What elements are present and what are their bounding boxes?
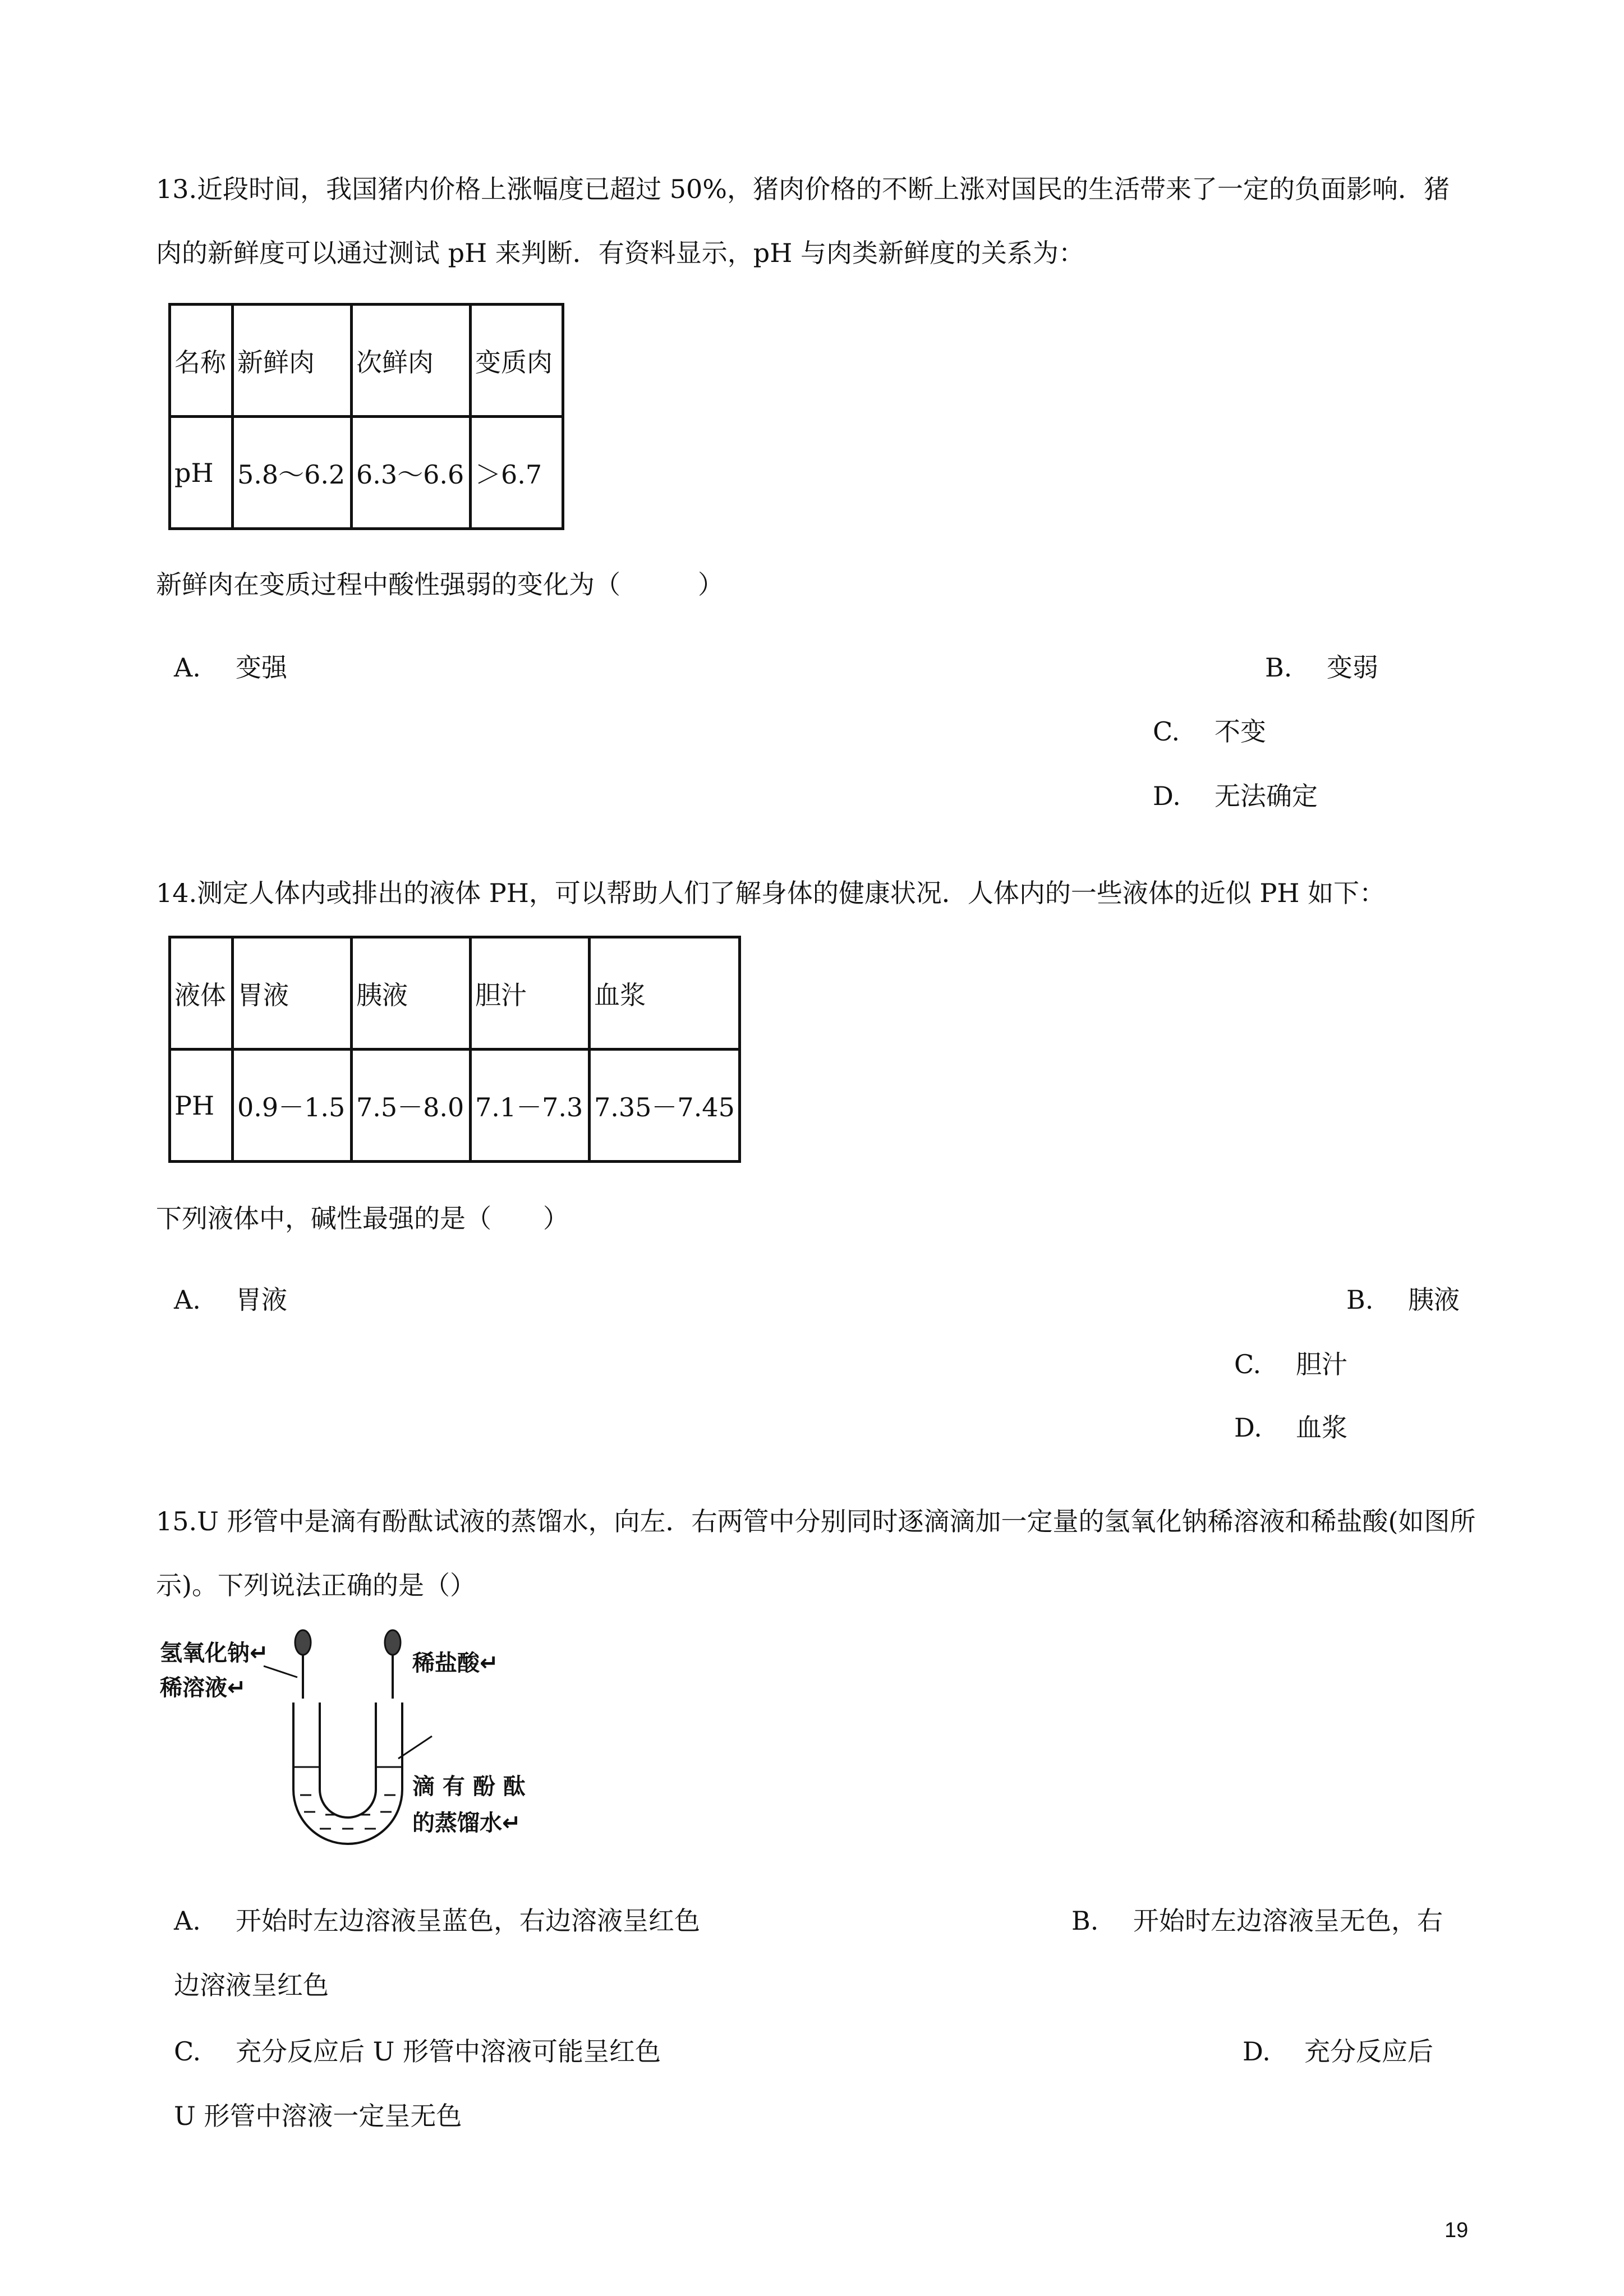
option-text: 无法确定 (1214, 781, 1318, 811)
q14-question: 下列液体中，碱性最强的是（ ） (156, 1203, 569, 1234)
q15-option-d[interactable] (1243, 2036, 1433, 2067)
q13-table-cell: 5.8～6.2 (233, 417, 352, 529)
u-tube-figure (157, 1627, 561, 1879)
q13-option-a[interactable] (174, 652, 287, 683)
q15-option-a[interactable] (174, 1906, 700, 1936)
option-label: B. (1346, 1285, 1374, 1315)
option-label: A. (174, 652, 201, 683)
q15-option-b[interactable] (1071, 1906, 1443, 1936)
q14-table-cell: 7.35－7.45 (590, 1050, 740, 1162)
option-text: 血浆 (1296, 1412, 1347, 1443)
option-text: 变弱 (1327, 652, 1378, 683)
q13-stem: 13.近段时间，我国猪内价格上涨幅度已超过 50%，猪肉价格的不断上涨对国民的生活带来了一定的负面影响．猪肉的新鲜度可以通过测试 pH 来判断．有资料显示，pH 与肉类新鲜度的关系为： (156, 174, 1450, 268)
option-label: D. (1234, 1412, 1262, 1443)
q14-table-cell: 7.1－7.3 (471, 1050, 590, 1162)
left-dropper-icon (295, 1630, 311, 1699)
q14-table-cell: 0.9－1.5 (233, 1050, 352, 1162)
q14-option-b[interactable] (1346, 1285, 1460, 1315)
q14-table-header-cell: 胃液 (233, 937, 352, 1050)
figure-label-dilute: 稀溶液↵ (160, 1675, 246, 1701)
q15-option-c[interactable] (174, 2036, 661, 2067)
option-label: B. (1071, 1906, 1099, 1936)
page-number: 19 (1444, 2219, 1469, 2242)
q13-table-header-cell: 新鲜肉 (233, 305, 352, 417)
q13-option-c[interactable] (1153, 716, 1266, 747)
option-label: D. (1243, 2036, 1271, 2067)
option-text: 胃液 (236, 1285, 287, 1315)
option-text: 胆汁 (1296, 1349, 1347, 1379)
option-text: 胰液 (1408, 1285, 1460, 1315)
option-label: B. (1265, 652, 1292, 683)
option-text: 变强 (236, 652, 287, 683)
q13-question: 新鲜肉在变质过程中酸性强弱的变化为（ ） (156, 569, 724, 600)
q15-stem: 15.U 形管中是滴有酚酞试液的蒸馏水，向左．右两管中分别同时逐滴滴加一定量的氢氧化钠稀溶液和稀盐酸(如图所示)。下列说法正确的是（） (156, 1506, 1476, 1600)
q15-option-b-continued: 边溶液呈红色 (174, 1970, 329, 2000)
figure-label-phenolphthalein: 滴 有 酚 酞 (412, 1774, 526, 1800)
option-text: 开始时左边溶液呈无色，右 (1133, 1906, 1443, 1936)
q14-table-header-cell: 液体 (170, 937, 233, 1050)
q14-option-a[interactable] (174, 1285, 287, 1315)
q13-table-header-cell: 名称 (170, 305, 233, 417)
option-label: A. (174, 1906, 201, 1936)
q13-option-b[interactable] (1265, 652, 1378, 683)
option-label: C. (1234, 1349, 1262, 1379)
q14-option-d[interactable] (1234, 1412, 1347, 1443)
q14-stem: 14.测定人体内或排出的液体 PH，可以帮助人们了解身体的健康状况．人体内的一些液体的近似 PH 如下： (156, 878, 1386, 908)
q14-table-cell: 7.5－8.0 (352, 1050, 471, 1162)
q14-table (168, 936, 741, 1163)
q14-table-header-cell: 胰液 (352, 937, 471, 1050)
q15-option-d-continued: U 形管中溶液一定呈无色 (174, 2101, 462, 2131)
option-text: 充分反应后 (1304, 2036, 1433, 2067)
option-text: 充分反应后 U 形管中溶液可能呈红色 (236, 2036, 661, 2067)
option-label: C. (1153, 716, 1180, 747)
q13-table-header-cell: 变质肉 (471, 305, 563, 417)
q13-option-d[interactable] (1153, 781, 1318, 812)
q13-table (168, 303, 564, 530)
figure-label-water: 的蒸馏水↵ (412, 1810, 521, 1836)
figure-label-hcl: 稀盐酸↵ (412, 1650, 499, 1676)
option-text: 开始时左边溶液呈蓝色，右边溶液呈红色 (236, 1906, 700, 1936)
option-label: A. (174, 1285, 201, 1315)
q14-table-header-cell: 胆汁 (471, 937, 590, 1050)
option-label: C. (174, 2036, 201, 2067)
q13-table-cell: 6.3～6.6 (352, 417, 471, 529)
right-dropper-icon (385, 1630, 401, 1699)
q14-table-header-cell: 血浆 (590, 937, 740, 1050)
q14-table-cell: PH (170, 1050, 233, 1162)
q13-table-cell: pH (170, 417, 233, 529)
q13-table-cell: ＞6.7 (471, 417, 563, 529)
q13-table-header-cell: 次鲜肉 (352, 305, 471, 417)
figure-label-naoh: 氢氧化钠↵ (160, 1640, 269, 1666)
option-label: D. (1153, 781, 1181, 811)
u-tube (264, 1666, 432, 1844)
q14-option-c[interactable] (1234, 1349, 1347, 1380)
option-text: 不变 (1214, 716, 1266, 747)
